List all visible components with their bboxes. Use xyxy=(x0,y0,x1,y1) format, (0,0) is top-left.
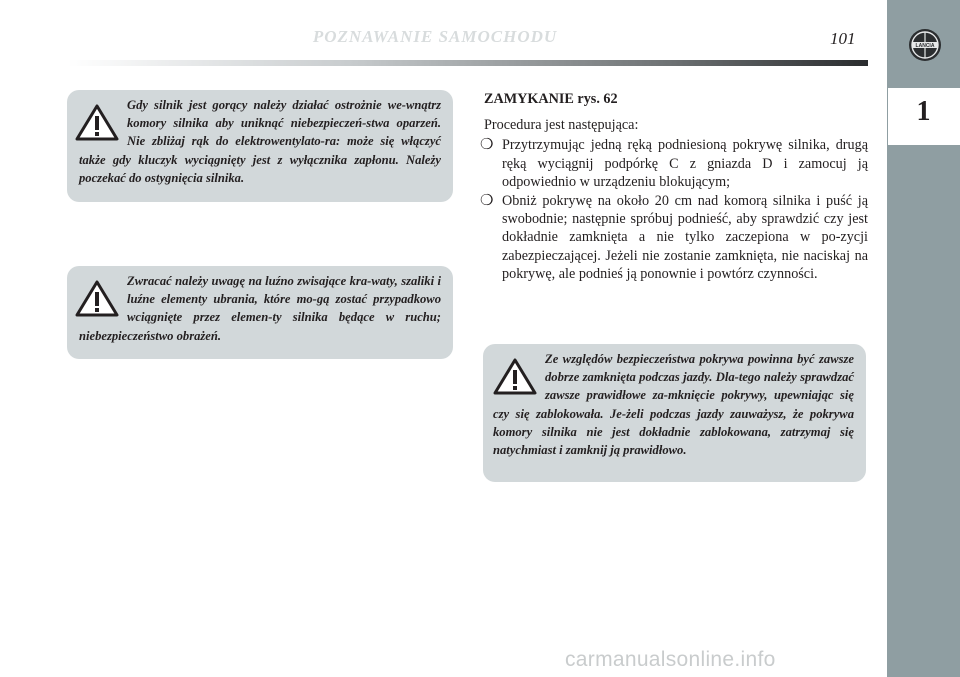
bullet-circle-icon: ❍ xyxy=(480,137,494,154)
main-content xyxy=(480,90,868,284)
warning-text: Gdy silnik jest gorący należy działać ostrożnie we-wnątrz komory silnika aby uniknąć niebezpieczeń-stwa oparzeń. Nie zbliżaj rąk do elektrowentylato-ra: może się włączyć także gdy kluczyk wyciągnięty jest z wyłącznika zapłonu. Należy poczekać do ostygnięcia silnika. xyxy=(79,98,441,185)
section-title: ZAMYKANIE rys. 62 xyxy=(484,91,618,107)
warning-text: Zwracać należy uwagę na luźno zwisające kra-waty, szaliki i luźne elementy ubrania, które mo-gą zostać przypadkowo wciągnięte przez elemen-ty silnika będące w ruchu; niebezpieczeństwo obrażeń. xyxy=(79,274,441,343)
procedure-steps xyxy=(480,136,868,283)
list-item xyxy=(480,192,868,283)
warning-box-hot-engine xyxy=(67,90,453,202)
header-rule xyxy=(68,60,868,66)
page-number: 101 xyxy=(830,29,856,48)
procedure-intro: Procedura jest następująca: xyxy=(484,117,639,134)
warning-triangle-icon xyxy=(75,280,119,318)
warning-text: Ze względów bezpieczeństwa pokrywa powinna być zawsze dobrze zamknięta podczas jazdy. Dla-tego należy sprawdzać zawsze prawidłowe za-mknięcie pokrywy, upewniając się czy się zablokowała. Je-żeli podczas jazdy zauważysz, że pokrywa komory silnika nie jest dokładnie zablokowana, zatrzymaj się natychmiast i zamknij ją prawidłowo. xyxy=(493,352,854,458)
bullet-circle-icon: ❍ xyxy=(480,193,494,210)
chapter-number: 1 xyxy=(916,96,931,127)
list-item xyxy=(480,136,868,191)
warning-box-loose-clothing xyxy=(67,266,453,359)
brand-logo xyxy=(908,28,942,62)
step-text: Obniż pokrywę na około 20 cm nad komorą silnika i puść ją swobodnie; następnie spróbuj podnieść, aby sprawdzić czy jest dokładnie zamknięta a nie tylko zaczepiona w po-zycji zabezpieczającej. Jeżeli nie zostanie zamknięta, nie naciskaj na pokrywę, ale podnieś ją ponownie i powtórz czynności. xyxy=(502,193,868,282)
running-header-title: POZNAWANIE SAMOCHODU xyxy=(312,27,558,46)
warning-box-hood-closed xyxy=(483,344,866,482)
step-text: Przytrzymując jedną ręką podniesioną pokrywę silnika, drugą ręką wyciągnij podpórkę C z gniazda D i zamocuj ją odpowiednio w urządzeniu blokującym; xyxy=(502,137,868,190)
warning-triangle-icon xyxy=(493,358,537,396)
warning-triangle-icon xyxy=(75,104,119,142)
watermark: carmanualsonline.info xyxy=(565,648,776,671)
logo-text: LANCIA xyxy=(915,42,935,49)
